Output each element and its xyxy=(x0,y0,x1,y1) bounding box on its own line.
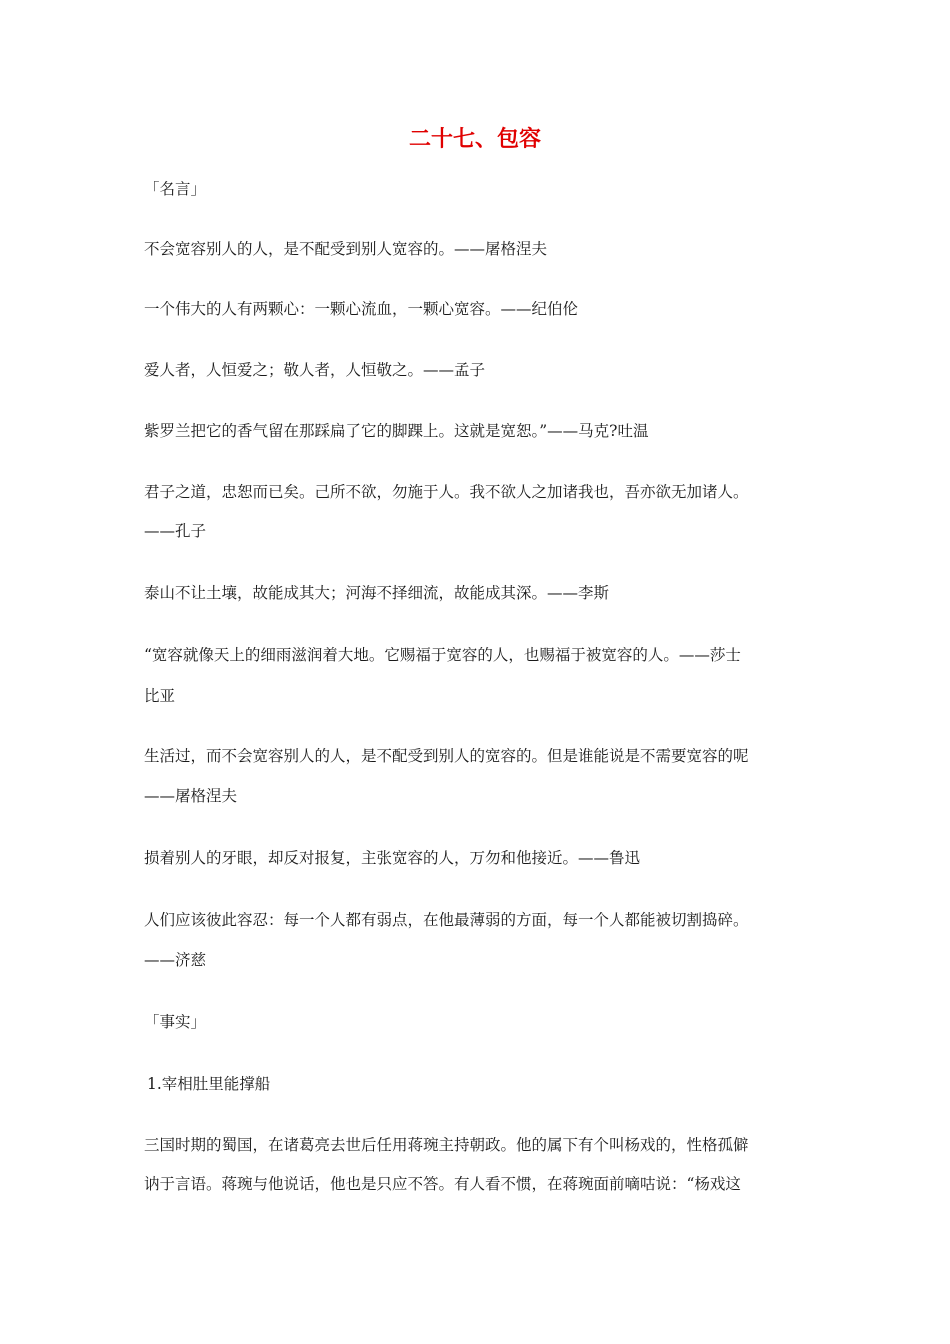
quote-line: 生活过，而不会宽容别人的人，是不配受到别人的宽容的。但是谁能说是不需要宽容的呢 xyxy=(144,747,749,765)
quote-line: “宽容就像天上的细雨滋润着大地。它赐福于宽容的人，也赐福于被宽容的人。——莎士 xyxy=(144,646,741,664)
quote-line: 不会宽容别人的人，是不配受到别人宽容的。——屠格涅夫 xyxy=(144,240,548,258)
quote-line: 比亚 xyxy=(144,687,176,705)
quote-line: ——孔子 xyxy=(144,522,207,540)
fact-heading: 1.宰相肚里能撑船 xyxy=(147,1075,271,1093)
quote-line: 爱人者，人恒爱之；敬人者，人恒敬之。——孟子 xyxy=(144,361,486,379)
quote-line: 紫罗兰把它的香气留在那踩扁了它的脚踝上。这就是宽恕。”——马克?吐温 xyxy=(144,422,649,440)
page-title: 二十七、包容 xyxy=(408,127,541,152)
fact-paragraph-line: 三国时期的蜀国，在诸葛亮去世后任用蒋琬主持朝政。他的属下有个叫杨戏的，性格孤僻 xyxy=(144,1136,749,1154)
quote-line: 一个伟大的人有两颗心：一颗心流血，一颗心宽容。——纪伯伦 xyxy=(144,300,579,318)
quote-line: ——屠格涅夫 xyxy=(144,787,238,805)
quote-line: ——济慈 xyxy=(144,951,207,969)
section-heading-facts: 「事实」 xyxy=(144,1013,207,1031)
section-heading-quotes: 「名言」 xyxy=(144,180,207,198)
quote-line: 君子之道，忠恕而已矣。己所不欲，勿施于人。我不欲人之加诸我也，吾亦欲无加诸人。 xyxy=(144,483,749,501)
quote-line: 损着别人的牙眼，却反对报复，主张宽容的人，万勿和他接近。——鲁迅 xyxy=(144,849,641,867)
fact-paragraph-line: 讷于言语。蒋琬与他说话，他也是只应不答。有人看不惯，在蒋琬面前嘀咕说：“杨戏这 xyxy=(144,1175,741,1193)
quote-line: 泰山不让土壤，故能成其大；河海不择细流，故能成其深。——李斯 xyxy=(144,584,610,602)
quote-line: 人们应该彼此容忍：每一个人都有弱点，在他最薄弱的方面，每一个人都能被切割捣碎。 xyxy=(144,911,749,929)
